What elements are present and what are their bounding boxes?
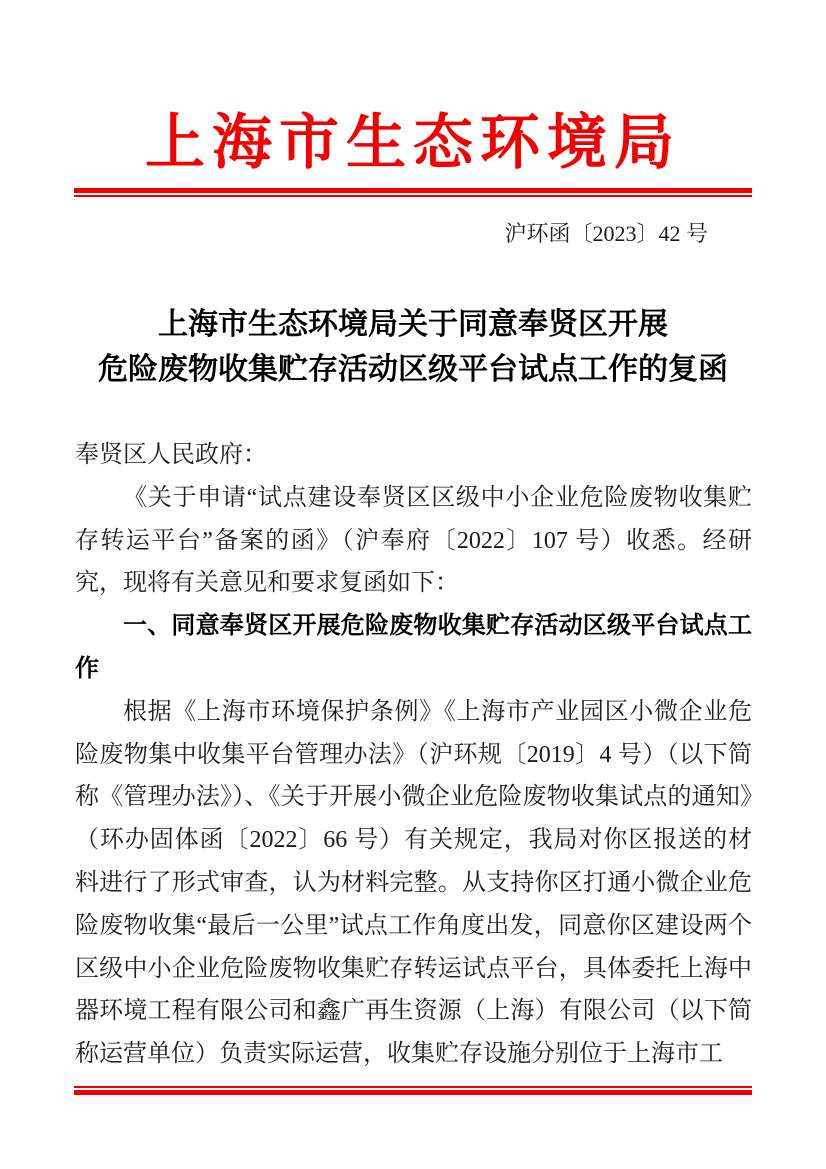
document-title [0,302,826,392]
document-number: 沪环函〔2023〕42 号 [504,221,708,246]
salutation: 奉贤区人民政府： [75,442,267,468]
document-title-line-2: 危险废物收集贮存活动区级平台试点工作的复函 [98,353,728,386]
paragraph-approval: 根据《上海市环境保护条例》《上海市产业园区小微企业危险废物集中收集平台管理办法》（沪环规〔2019〕4 号）（以下简称《管理办法》）、《关于开展小微企业危险废物收集试点的通知》（环办固体函〔2022〕66 号）有关规定，我局对你区报送的材料进行了形式审查，认为材料完整。从支持你区打通小微企业危险废物收集“最后一公里”试点工作角度出发，同意你区建设两个区级中小企业危险废物收集贮存转运试点平台，具体委托上海中器环境工程有限公司和鑫广再生资源（上海）有限公司（以下简称运营单位）负责实际运营，收集贮存设施分别位于上海市工 [75,698,752,1068]
agency-letterhead: 上海市生态环境局 [145,110,681,176]
document-title-line-1: 上海市生态环境局关于同意奉贤区开展 [158,308,668,341]
document-body [75,434,752,1076]
header-double-rule [74,188,752,197]
section-heading-1: 一、同意奉贤区开展危险废物收集贮存活动区级平台试点工作 [75,612,752,682]
paragraph-intro: 《关于申请“试点建设奉贤区区级中小企业危险废物收集贮存转运平台”备案的函》（沪奉府〔2022〕107 号）收悉。经研究，现将有关意见和要求复函如下： [75,484,752,597]
footer-double-rule [74,1086,752,1095]
